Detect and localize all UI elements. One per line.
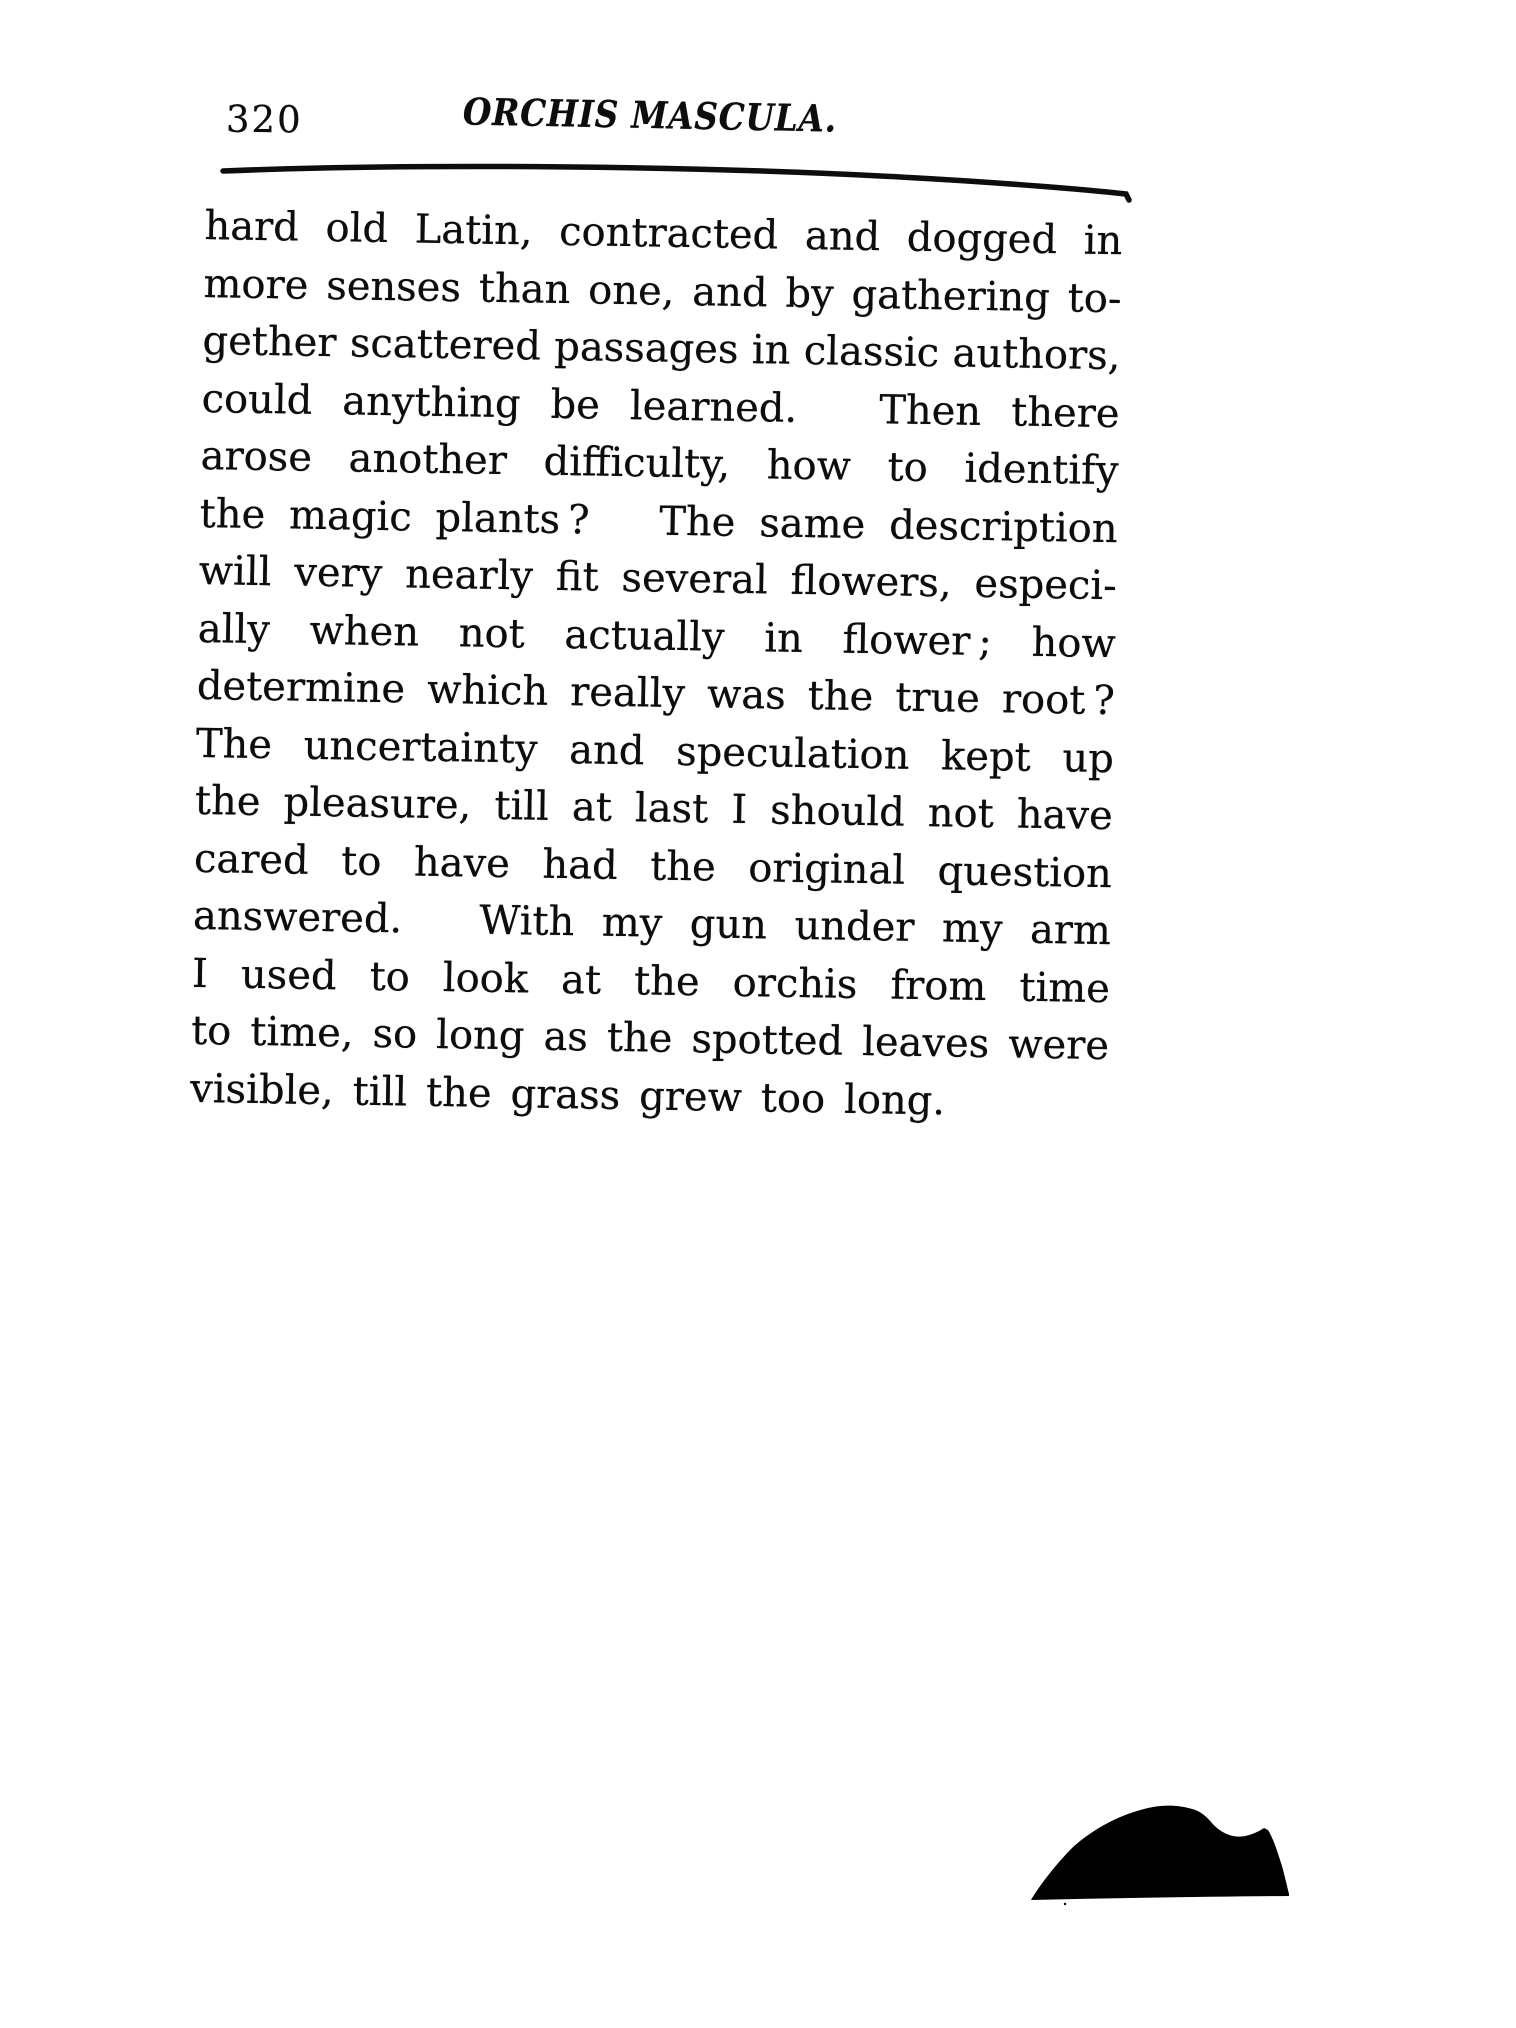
word: description xyxy=(888,501,1118,552)
word: I xyxy=(730,786,748,834)
word: not xyxy=(927,790,995,838)
word: as xyxy=(543,1013,589,1061)
word: arm xyxy=(1029,906,1112,955)
body-text xyxy=(190,198,1123,1133)
word: dogged xyxy=(906,214,1058,264)
word: the xyxy=(199,490,266,538)
word: The xyxy=(658,498,736,546)
word: anything xyxy=(342,377,521,427)
word: ally xyxy=(197,605,271,653)
word: gathering xyxy=(851,271,1051,321)
word: really xyxy=(569,669,686,718)
word: to xyxy=(369,953,411,1000)
word: Latin, xyxy=(414,206,533,255)
word: gether xyxy=(202,317,337,367)
word: had xyxy=(542,841,619,889)
word: time xyxy=(1019,964,1111,1012)
word: which xyxy=(426,666,549,715)
word: answered. xyxy=(192,892,403,943)
word: look xyxy=(442,954,529,1002)
word: actually xyxy=(564,611,725,661)
word: uncertainty xyxy=(303,722,538,773)
word: I xyxy=(191,950,209,997)
word: passages xyxy=(553,323,739,373)
word: at xyxy=(571,784,613,831)
word: senses xyxy=(325,262,462,311)
word: long. xyxy=(843,1076,946,1124)
word: spotted xyxy=(691,1016,844,1065)
word: very xyxy=(293,549,383,597)
word: in xyxy=(1083,217,1123,265)
word: by xyxy=(785,270,835,317)
word: to- xyxy=(1067,274,1122,322)
word: have xyxy=(413,839,511,887)
word: and xyxy=(568,726,645,774)
word: will xyxy=(198,547,272,596)
word: have xyxy=(1016,791,1114,840)
word: difficulty, xyxy=(543,438,731,488)
word: till xyxy=(494,782,550,830)
word: determine xyxy=(196,662,406,713)
word: hard xyxy=(204,202,300,251)
word: more xyxy=(203,260,309,309)
word: not xyxy=(458,609,526,657)
word: arose xyxy=(200,432,313,481)
word: the xyxy=(807,673,874,721)
word: original xyxy=(747,844,906,894)
word: and xyxy=(692,268,768,316)
word: was xyxy=(706,671,787,719)
word: the xyxy=(606,1014,673,1062)
word: another xyxy=(348,435,508,485)
page-title: ORCHIS MASCULA. xyxy=(462,89,838,141)
word: speculation xyxy=(675,728,910,779)
word: cared xyxy=(193,835,310,884)
word: one, xyxy=(587,266,675,315)
word: from xyxy=(890,961,987,1010)
word: The xyxy=(195,720,273,768)
word: fit xyxy=(555,553,600,601)
word: visible, xyxy=(189,1065,335,1114)
word: grass xyxy=(510,1070,621,1119)
word: true xyxy=(894,674,981,722)
word: plants ? xyxy=(435,494,590,543)
word: grew xyxy=(638,1072,743,1121)
word: scattered xyxy=(349,320,542,370)
word: to xyxy=(190,1007,232,1055)
word: last xyxy=(634,785,709,833)
word: magic xyxy=(288,491,413,540)
word: leaves xyxy=(861,1019,990,1068)
word: at xyxy=(560,956,602,1004)
word: the xyxy=(425,1069,493,1117)
word: kept xyxy=(940,732,1032,781)
word: my xyxy=(601,899,663,947)
word: time, xyxy=(250,1008,354,1057)
word: my xyxy=(941,905,1003,953)
word: authors, xyxy=(952,330,1121,380)
word: the xyxy=(633,957,701,1005)
word: the xyxy=(194,777,261,826)
word: question xyxy=(937,847,1113,897)
word: in xyxy=(763,614,804,662)
word: how xyxy=(766,442,852,490)
word: up xyxy=(1062,734,1115,782)
word: could xyxy=(201,375,313,424)
word: how xyxy=(1031,619,1117,667)
word: the xyxy=(649,842,717,891)
word: pleasure, xyxy=(283,779,472,829)
word: same xyxy=(758,499,866,548)
word: there xyxy=(1010,388,1120,437)
page-number: 320 xyxy=(225,97,303,142)
word: flower ; xyxy=(842,616,993,665)
word: long xyxy=(435,1011,525,1060)
word: especi- xyxy=(974,560,1118,610)
word: till xyxy=(352,1068,408,1115)
word: With xyxy=(478,897,575,946)
word: contracted xyxy=(558,208,779,259)
word: nearly xyxy=(404,551,534,600)
word: gun xyxy=(689,901,768,949)
word: and xyxy=(804,212,881,261)
word: classic xyxy=(803,327,940,377)
sentence-gap xyxy=(613,492,636,550)
sentence-gap xyxy=(827,381,850,439)
word: used xyxy=(240,951,337,999)
word: identify xyxy=(964,445,1119,495)
word: in xyxy=(751,327,791,374)
word: be xyxy=(550,381,601,429)
word: should xyxy=(769,787,906,836)
word: several xyxy=(621,554,769,604)
word: old xyxy=(325,205,389,253)
word: learned. xyxy=(629,382,798,432)
word: root ? xyxy=(1001,676,1116,725)
word: flowers, xyxy=(790,557,953,607)
sentence-gap xyxy=(429,892,452,950)
word: than xyxy=(478,265,571,313)
word: orchis xyxy=(732,959,858,1008)
word: too xyxy=(760,1074,826,1122)
word: to xyxy=(340,837,382,885)
word: when xyxy=(309,607,420,656)
word: so xyxy=(372,1010,418,1058)
word: were xyxy=(1007,1021,1110,1070)
word: under xyxy=(794,902,915,951)
ink-blot xyxy=(1025,1796,1300,1914)
word: Then xyxy=(878,386,982,435)
word: to xyxy=(887,444,929,492)
